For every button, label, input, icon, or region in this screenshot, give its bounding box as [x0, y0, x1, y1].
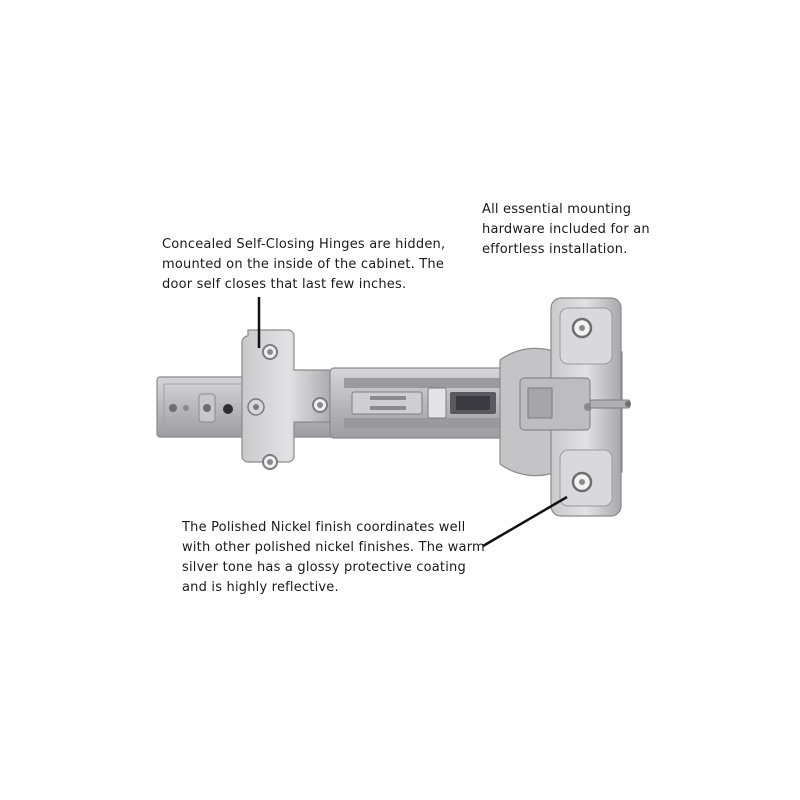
callout-line: door self closes that last few inches.: [162, 277, 407, 292]
callout-line: effortless installation.: [482, 242, 628, 257]
callout-concealed-hinges: [162, 235, 445, 295]
callout-line: with other polished nickel finishes. The warm: [182, 540, 485, 555]
callout-line: mounted on the inside of the cabinet. The: [162, 257, 445, 272]
hinge-cup-plate: [500, 298, 631, 516]
callout-line: hardware included for an: [482, 222, 650, 237]
callout-line: silver tone has a glossy protective coating: [182, 560, 466, 575]
callout-line: and is highly reflective.: [182, 580, 339, 595]
callout-line: All essential mounting: [482, 202, 632, 217]
callout-mounting-hardware: [482, 200, 650, 260]
callout-line: Concealed Self-Closing Hinges are hidden,: [162, 237, 446, 252]
callout-polished-nickel-finish: [182, 518, 485, 598]
cross-plate: [242, 330, 334, 469]
leader-line-finish: [483, 497, 567, 546]
callout-line: The Polished Nickel finish coordinates well: [182, 520, 466, 535]
